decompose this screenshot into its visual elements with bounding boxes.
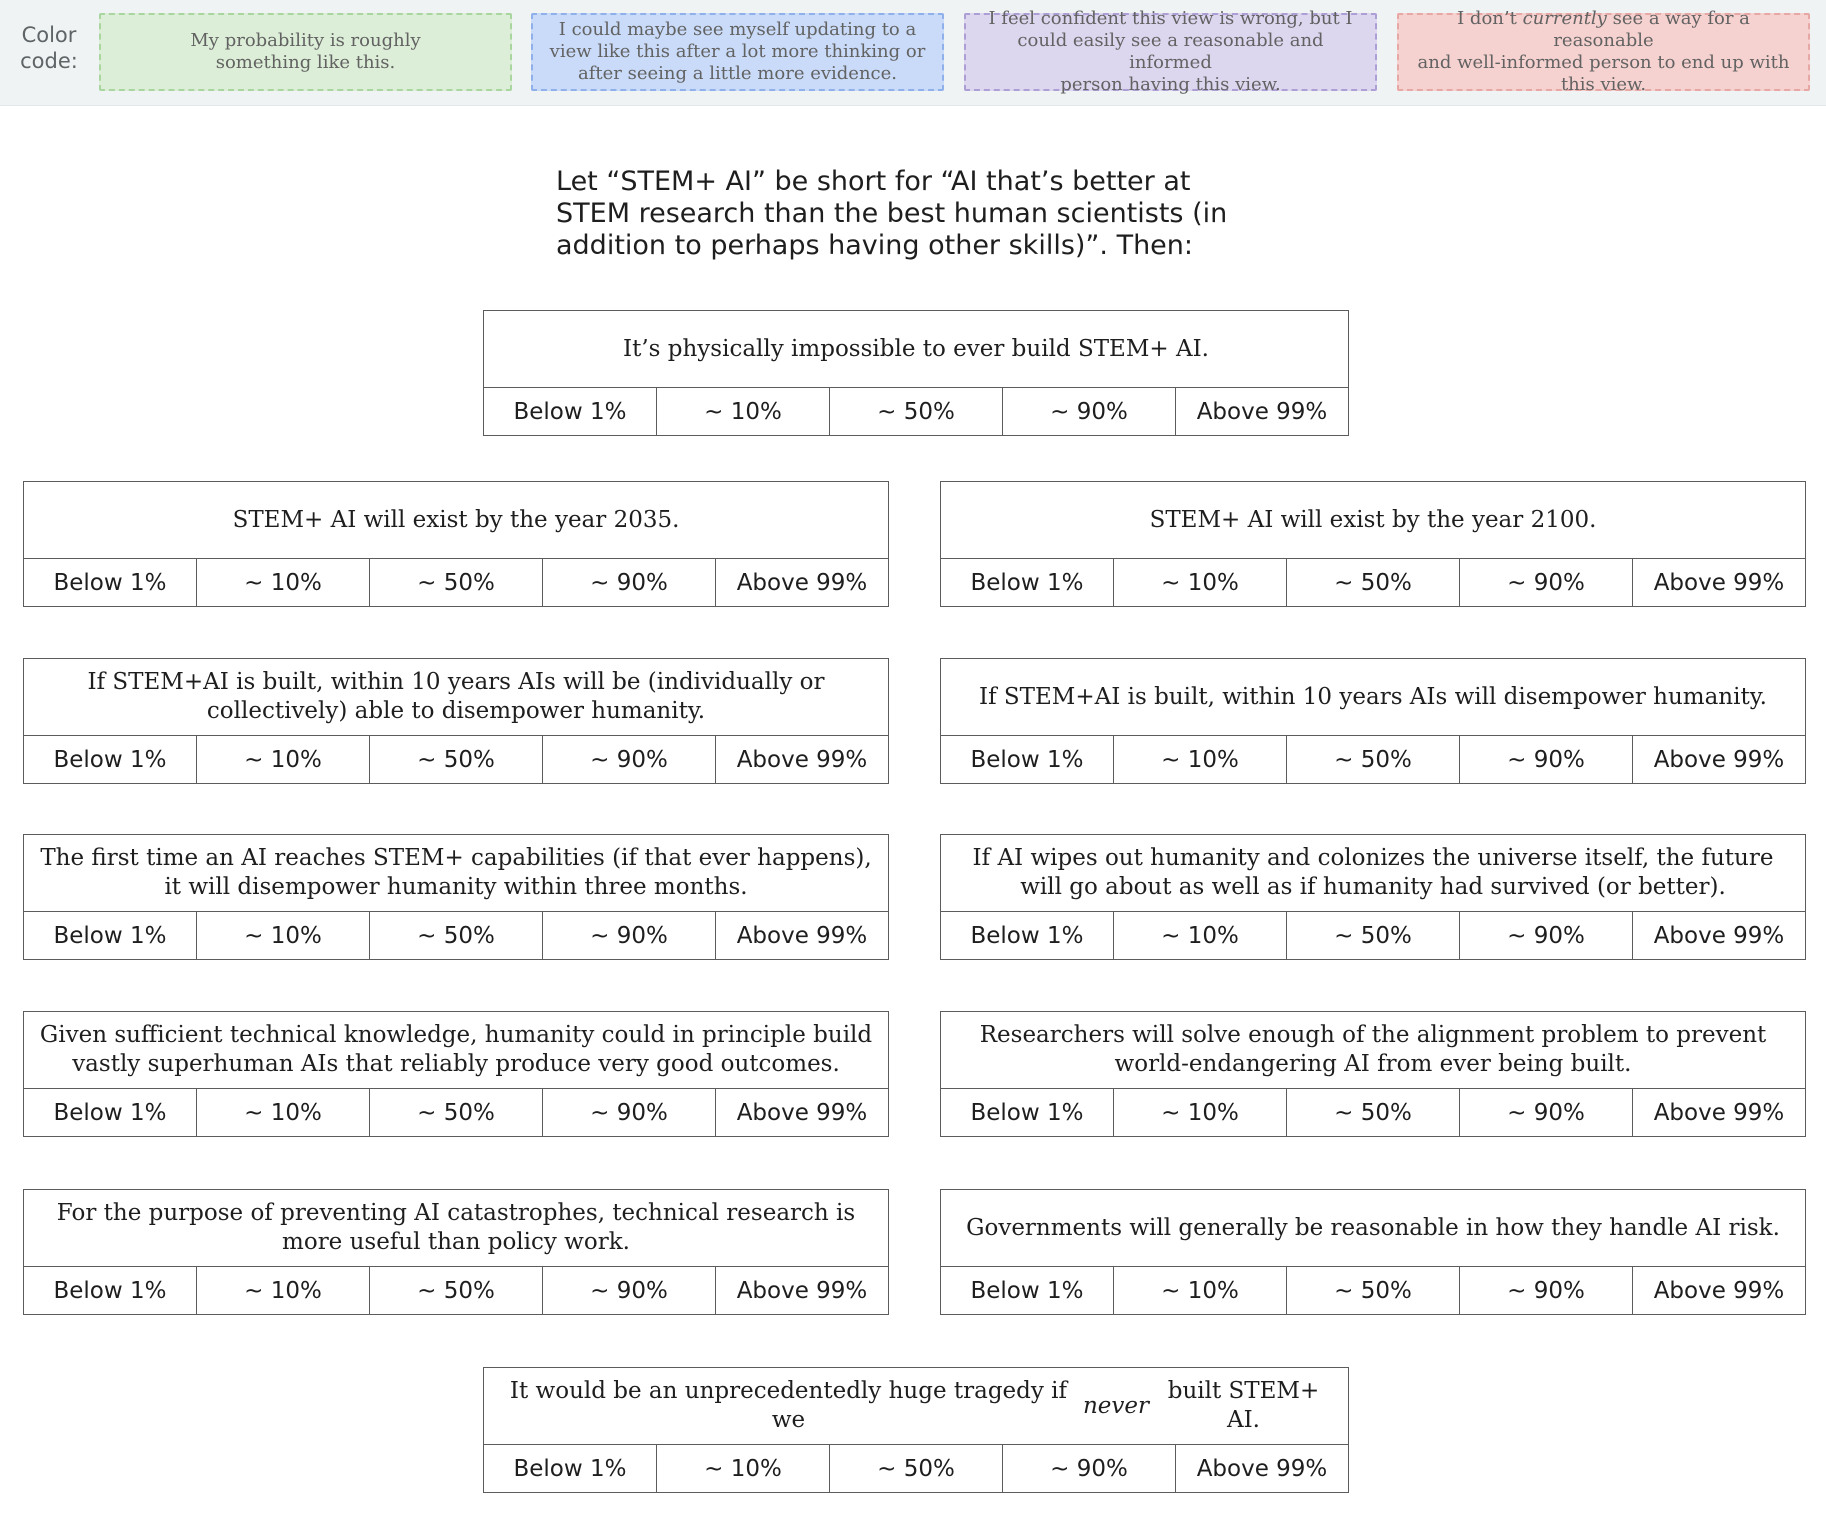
probability-option[interactable]: ~ 50% bbox=[370, 559, 543, 606]
probability-option[interactable]: ~ 50% bbox=[370, 912, 543, 959]
legend-line: person having this view. bbox=[1060, 74, 1281, 95]
probability-option[interactable]: ~ 50% bbox=[1287, 736, 1460, 783]
question-card-able-to-disempower bbox=[23, 658, 889, 784]
probability-option[interactable]: Below 1% bbox=[941, 736, 1114, 783]
probability-option[interactable]: ~ 90% bbox=[543, 559, 716, 606]
intro-text: Let “STEM+ AI” be short for “AI that’s better at STEM research than the best human scientists (in addition to perhaps having other skills)”. Then: bbox=[556, 166, 1228, 261]
probability-options bbox=[484, 1445, 1348, 1492]
probability-option[interactable]: Below 1% bbox=[941, 1089, 1114, 1136]
probability-option[interactable]: ~ 10% bbox=[1114, 1089, 1287, 1136]
probability-option[interactable]: Above 99% bbox=[736, 1277, 868, 1304]
probability-option[interactable]: Below 1% bbox=[24, 559, 197, 606]
legend-box-reasonable-disagreement bbox=[964, 8, 1377, 95]
probability-option[interactable]: Below 1% bbox=[484, 388, 657, 435]
question-text: If STEM+AI is built, within 10 years AIs will be (individually or collectively) able to disempower humanity. bbox=[24, 659, 888, 736]
probability-option[interactable]: ~ 10% bbox=[197, 559, 370, 606]
probability-option[interactable]: Below 1% bbox=[941, 1267, 1114, 1314]
question-text: If AI wipes out humanity and colonizes the universe itself, the future will go about as well as if humanity had survived (or better). bbox=[941, 835, 1805, 912]
legend-line: My probability is roughly bbox=[190, 30, 421, 51]
question-card-three-months bbox=[23, 834, 889, 960]
legend-line: something like this. bbox=[215, 52, 396, 73]
color-code-title: Color code: bbox=[20, 23, 78, 73]
probability-options bbox=[941, 1267, 1805, 1314]
probability-option[interactable]: Below 1% bbox=[24, 912, 197, 959]
probability-option[interactable]: Above 99% bbox=[1653, 746, 1785, 773]
probability-option[interactable]: Below 1% bbox=[24, 1089, 197, 1136]
probability-option[interactable]: ~ 90% bbox=[1460, 736, 1633, 783]
probability-option[interactable]: Above 99% bbox=[1653, 569, 1785, 596]
probability-option[interactable]: Above 99% bbox=[1196, 398, 1328, 425]
question-text: Researchers will solve enough of the alignment problem to prevent world-endangering AI from ever being built. bbox=[941, 1012, 1805, 1089]
probability-option[interactable]: Below 1% bbox=[941, 912, 1114, 959]
legend-line: I don’t currently see a way for a reasonable bbox=[1457, 8, 1750, 51]
legend-line: I could maybe see myself updating to a bbox=[558, 19, 917, 40]
probability-option[interactable]: ~ 10% bbox=[197, 736, 370, 783]
question-card-physically-impossible bbox=[483, 310, 1349, 436]
question-text: It’s physically impossible to ever build STEM+ AI. bbox=[484, 311, 1348, 388]
probability-options bbox=[941, 912, 1805, 959]
probability-option[interactable]: ~ 10% bbox=[197, 1089, 370, 1136]
question-text: If STEM+AI is built, within 10 years AIs will disempower humanity. bbox=[941, 659, 1805, 736]
question-text: For the purpose of preventing AI catastrophes, technical research is more useful than policy work. bbox=[24, 1190, 888, 1267]
legend-box-unreasonable bbox=[1397, 8, 1810, 95]
probability-option[interactable]: Above 99% bbox=[736, 1099, 868, 1126]
probability-option[interactable]: ~ 90% bbox=[1460, 1267, 1633, 1314]
legend-line: this view. bbox=[1560, 74, 1647, 95]
question-card-colonizes-universe bbox=[940, 834, 1806, 960]
probability-option[interactable]: ~ 10% bbox=[197, 912, 370, 959]
probability-options bbox=[24, 1089, 888, 1136]
probability-option[interactable]: Below 1% bbox=[24, 1267, 197, 1314]
probability-option[interactable]: Above 99% bbox=[736, 746, 868, 773]
probability-option[interactable]: ~ 90% bbox=[1460, 912, 1633, 959]
probability-options bbox=[24, 736, 888, 783]
probability-option[interactable]: ~ 10% bbox=[1114, 912, 1287, 959]
probability-option[interactable]: Above 99% bbox=[1653, 922, 1785, 949]
probability-option[interactable]: ~ 10% bbox=[197, 1267, 370, 1314]
question-card-solve-alignment bbox=[940, 1011, 1806, 1137]
probability-option[interactable]: ~ 90% bbox=[543, 1267, 716, 1314]
question-card-exist-2035 bbox=[23, 481, 889, 607]
probability-option[interactable]: ~ 10% bbox=[1114, 559, 1287, 606]
probability-option[interactable]: Above 99% bbox=[736, 569, 868, 596]
question-text: STEM+ AI will exist by the year 2100. bbox=[941, 482, 1805, 559]
probability-option[interactable]: Above 99% bbox=[1653, 1099, 1785, 1126]
probability-option[interactable]: ~ 90% bbox=[1460, 559, 1633, 606]
probability-options bbox=[941, 1089, 1805, 1136]
probability-option[interactable]: ~ 10% bbox=[657, 1445, 830, 1492]
question-card-never-built-tragedy bbox=[483, 1367, 1349, 1493]
probability-option[interactable]: ~ 50% bbox=[370, 1089, 543, 1136]
probability-options bbox=[941, 736, 1805, 783]
probability-option[interactable]: ~ 90% bbox=[1003, 1445, 1176, 1492]
probability-options bbox=[24, 912, 888, 959]
probability-option[interactable]: ~ 90% bbox=[1460, 1089, 1633, 1136]
probability-option[interactable]: ~ 10% bbox=[1114, 1267, 1287, 1314]
probability-option[interactable]: Below 1% bbox=[941, 559, 1114, 606]
question-card-governments-reasonable bbox=[940, 1189, 1806, 1315]
color-code-bar bbox=[0, 0, 1826, 106]
question-card-superhuman-good-outcomes bbox=[23, 1011, 889, 1137]
question-text: The first time an AI reaches STEM+ capabilities (if that ever happens), it will disempower humanity within three months. bbox=[24, 835, 888, 912]
question-text: Given sufficient technical knowledge, humanity could in principle build vastly superhuman AIs that reliably produce very good outcomes. bbox=[24, 1012, 888, 1089]
probability-option[interactable]: ~ 50% bbox=[830, 1445, 1003, 1492]
legend-line: after seeing a little more evidence. bbox=[578, 63, 897, 84]
probability-option[interactable]: Below 1% bbox=[24, 736, 197, 783]
probability-option[interactable]: ~ 90% bbox=[543, 912, 716, 959]
probability-options bbox=[484, 388, 1348, 435]
legend-line: and well-informed person to end up with bbox=[1417, 52, 1790, 73]
probability-options bbox=[24, 1267, 888, 1314]
probability-option[interactable]: Above 99% bbox=[736, 922, 868, 949]
probability-option[interactable]: Below 1% bbox=[484, 1445, 657, 1492]
probability-option[interactable]: ~ 50% bbox=[1287, 1089, 1460, 1136]
probability-option[interactable]: Above 99% bbox=[1196, 1455, 1328, 1482]
probability-option[interactable]: ~ 90% bbox=[1003, 388, 1176, 435]
legend-box-could-update bbox=[531, 13, 944, 91]
legend-line: I feel confident this view is wrong, but I bbox=[988, 8, 1353, 29]
question-card-exist-2100 bbox=[940, 481, 1806, 607]
probability-option[interactable]: ~ 10% bbox=[1114, 736, 1287, 783]
probability-option[interactable]: ~ 90% bbox=[543, 1089, 716, 1136]
probability-option[interactable]: ~ 50% bbox=[1287, 559, 1460, 606]
question-text: It would be an unprecedentedly huge tragedy if we never built STEM+ AI. bbox=[484, 1368, 1348, 1445]
legend-line: view like this after a lot more thinking or bbox=[549, 41, 926, 62]
probability-option[interactable]: ~ 90% bbox=[543, 736, 716, 783]
probability-option[interactable]: Above 99% bbox=[1653, 1277, 1785, 1304]
probability-options bbox=[941, 559, 1805, 606]
probability-option[interactable]: ~ 50% bbox=[1287, 912, 1460, 959]
question-card-will-disempower bbox=[940, 658, 1806, 784]
legend-box-confident bbox=[99, 13, 512, 91]
probability-option[interactable]: ~ 10% bbox=[657, 388, 830, 435]
probability-options bbox=[24, 559, 888, 606]
probability-option[interactable]: ~ 50% bbox=[1287, 1267, 1460, 1314]
question-text: STEM+ AI will exist by the year 2035. bbox=[24, 482, 888, 559]
question-card-technical-vs-policy bbox=[23, 1189, 889, 1315]
probability-option[interactable]: ~ 50% bbox=[370, 1267, 543, 1314]
question-text: Governments will generally be reasonable in how they handle AI risk. bbox=[941, 1190, 1805, 1267]
probability-option[interactable]: ~ 50% bbox=[830, 388, 1003, 435]
probability-option[interactable]: ~ 50% bbox=[370, 736, 543, 783]
legend-line: could easily see a reasonable and informed bbox=[1017, 30, 1324, 73]
